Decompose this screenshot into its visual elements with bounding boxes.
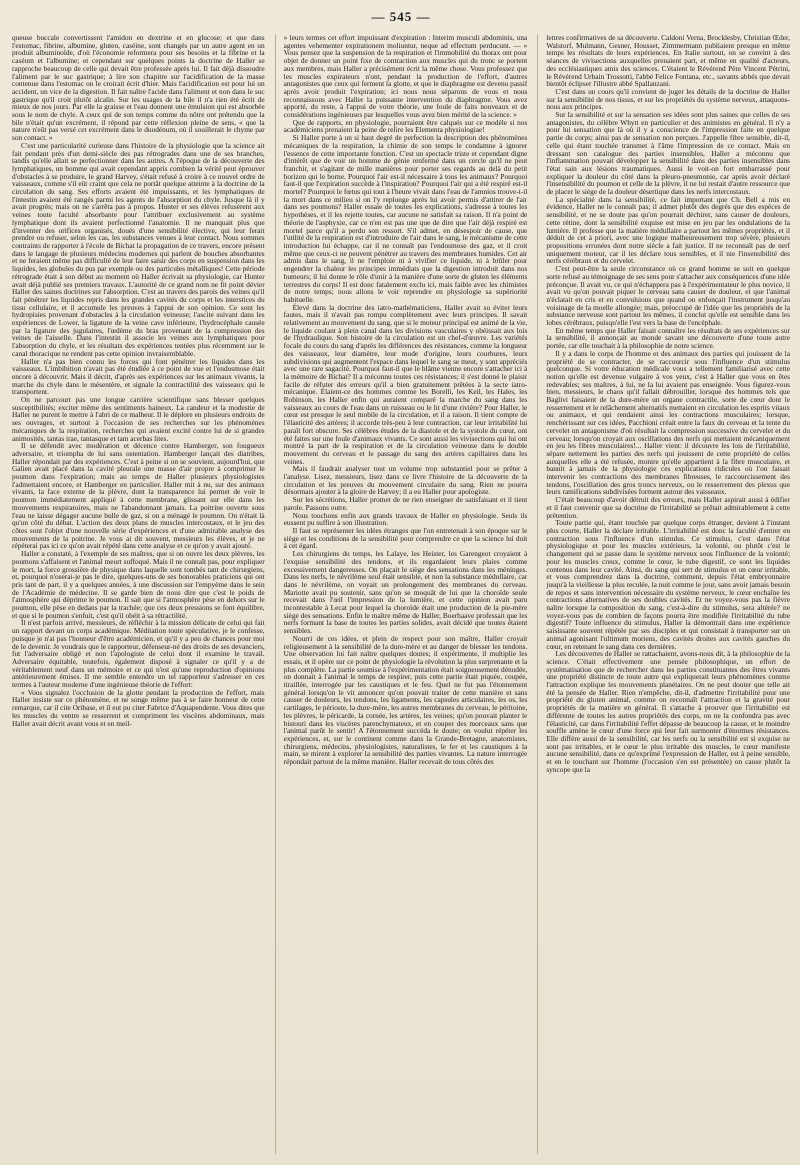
paragraph: « Vous signalez l'occlusion de la glotte pendant la production de l'effort, mais Haller insiste sur ce phénomène, et ne songe même pas à se faire honneur de cette remarque, car il cite Oribase, et il eut pu citer Fabrice d'Aquapendente. Vous dites que les muscles du ventre se resserrent et compriment les viscères abdominaux, mais Haller avait décrit avant vous et en meil- — [12, 687, 265, 728]
column-1 — [12, 34, 265, 1154]
text-columns — [12, 34, 790, 1154]
paragraph: Mais il faudrait analyser tout un volume trop substantiel pour se prêter à l'analyse. Lisez, messieurs, lisez dans ce livre l'histoire de la découverte de la circulation et les preuves du mouvement circulaire du sang. Rien ne pourra désormais ajouter à la gloire de Harvey; il a eu Haller pour apologiste. — [283, 464, 528, 497]
paragraph: lettres confirmatives de sa découverte. Caldoni Verna, Brocklesby, Christian Œder, Walstorf, Mulmann, Gesner, Housset, Zimmermann publiaient presque en même temps les résultats de leurs expériences. En Italie surtout, on se convint à des séances de vivisections auxquelles prenaient part, et même en qualité d'acteurs, des ecclésiastiques amis des sciences. C'étaient le Révérend Père Vincent Pétrini, le Révérend Urbain Trossotti, l'abbé Felice Fontana, etc., savants abbés que devait bientôt éclipser l'illustre abbé Spallanzani. — [546, 34, 790, 89]
page-number: — 545 — — [371, 9, 431, 24]
paragraph: Il y a dans le corps de l'homme et des animaux des parties qui jouissent de la propriété de se contracter, de se raccourcir sous l'influence d'un stimulus quelconque. Si votre éducation médicale vous a tellement familiarisé avec cette notion qu'elle est devenue vulgaire à vos yeux, c'est à Haller que vous en êtes redevables; ses maîtres, à lui, ne la lui avaient pas enseignée. Vous figurez-vous bien, messieurs, le chaos qu'il fallait débrouiller, lorsque des hommes tels que Baglivi faisaient de la dure-mère un organe contractile, sorte de cœur dont le resserrement et le relâchement alternatifs mettaient en circulation les esprits vitaux ou animaux, et qui rendaient ainsi les contractions musculaires; lorsque, renchérissant sur ces idées, Pacchioni créait entre la faux du cerveau et la tente du cervelet un antagonisme d'où résultait la compression successive du cervelet et du cerveau; lorsqu'on croyait aux oscillations des nerfs qui mettaient mécaniquement en jeu les fibres musculaires!... Haller vient: il découvre les lois de l'irritabilité, sépare nettement les parties des nerfs qui jouissent de cette propriété de celles auxquelles elle a été refusée, montre qu'elle appartient à la fibre musculaire, et bannit à jamais de la physiologie ces explications ridicules où l'on faisait intervenir les contractions des membranes fibreuses, le raccourcissement des tendons, l'oscillation des gros troncs nerveux, ou le resserrement des plexus que leurs ramifications subdivisées forment autour des vaisseaux. — [546, 348, 790, 497]
paragraph: Élevé dans la doctrine des iatro-mathématiciens, Haller avait su éviter leurs fautes, mais il n'avait pas rompu complètement avec leurs principes. Il savait relativement au mouvement du sang, que si le moteur principal est animé de la vie, le liquide coulant à plein canal dans les divisions vasculaires y obéissait aux lois de l'hydraulique. Son histoire de la circulation est un chef-d'œuvre. Les variétés focale du cours du sang d'après les différences des résistances, comme la longueur des vaisseaux, leur diamètre, leur mode d'origine, leurs courbures, leurs subdivisions qui augmentent l'espace dans lequel le sang se meut, y sont appréciés avec une rare sagacité. Pourquoi faut-il que le blâme vienne encore s'attacher ici à la mémoire de Bichat? Il a méconnu toutes ces résistances; il s'est donné le plaisir facile de réfuter des erreurs qu'il a bien gratuitement prêtées à la secte iatro-mécanique. Élaient-ce des hommes comme les Borelli, les Keil, les Hales, les Robinson, les Haller enfin qui auraient comparé la marche du sang dans les vaisseaux au cours de l'eau dans un ruisseau ou le lit d'une rivière? Pour Haller, le cœur est presque le seul mobile de la circulation, et il a raison. Il tient compte de l'élasticité des artères; il accorde très-peu à leur contraction, car leur irritabilité lui paraît fort obscure. Ses célèbres études de la diastole et de la systole du cœur, ont été faites sur une foule d'animaux vivants. Ce sont aussi les vivisections qui lui ont montré la part de la respiration et de la circulation veineuse dans le double mouvement du cerveau et le passage du sang des artères capillaires dans les veines. — [283, 302, 528, 466]
column-2 — [275, 34, 528, 1154]
paragraph: Que de rapports, en physiologie, pourraient être calqués sur ce modèle si nos académiciens prenaient la peine de relire les Elementa physiologiae! — [283, 117, 528, 135]
paragraph: C'est peut-être la seule circonstance où ce grand homme se soit en quelque sorte refusé au témoignage de ses sens pour s'attacher aux conséquences d'une idée préconçue. Il avait vu, ce qui n'échappera pas à l'expérimentateur le plus novice, il avait vu qu'on pouvait piquer le cerveau sans causer de douleur, et que l'animal n'éclatait en cris et en convulsions que quand on enfonçait l'instrument jusqu'au voisinage de la moelle allongée; mais, préoccupé de l'idée que les propriétés de la substance nerveuse sont partout les mêmes, il conclut qu'elle est sensible dans les lobes cérébraux, puisqu'elle l'est vers la base de l'encéphale. — [546, 264, 790, 328]
paragraph: Haller n'a pas bien connu les forces qui font pénétrer les liquides dans les vaisseaux. L'imbibition n'avait pas été étudiée à ce point de vue et l'endosmose était encore à découvrir. Mais il décrit, d'après ses expériences sur les animaux vivants, la marche du chyle dans le mésentère, et signale la contractilité des vaisseaux qui le transportent. — [12, 356, 265, 397]
paragraph: Toute partie qui, étant touchée par quelque corps étranger, devient à l'instant plus courte, Haller la déclare irritable. L'irritabilité est donc la faculté d'entrer en contraction sous l'influence d'un stimulus. Ce stimulus, c'est dans l'état physiologique et pour les muscles extérieurs, la volonté, ou plutôt c'est le changement qui se passe dans le système nerveux sous l'influence de la volonté; pour les muscles creux, comme le cœur, le tube digestif, ce sont les liquides contenus dans leur cavité. Ainsi, du sang qui sert de stimulus et un cœur irritable, et vous comprendrez dans la doctrine, comment, depuis l'état embryonnaire jusqu'à la vieillesse la plus reculée, la nuit comme le jour, sans avoir jamais besoin de repos et sans intervention nécessaire du système nerveux, le cœur enchaîne les contractions alternatives de ses doubles cavités. Et ne voyez-vous pas la fièvre naître lorsque la composition du sang, c'est-à-dire du stimulus, sera altérée? ne voyez-vous pas de combien de façons pourra être modifiée l'irritabilité du tube digestif? Toute influence du stimulus, Haller la démontrait dans une expérience saisissante souvent répétée par ses disciples et qui consistait à transporter sur un animal agonisant l'ultimum moriens, des cavités droites aux cavités gauches du cœur, en retenant le sang dans ces dernières. — [546, 518, 790, 651]
paragraph: Si Haller porte à un si haut degré de perfection la description des phénomènes mécaniques de la respiration, la chimie de son temps le condamne à ignorer l'essence de cette importante fonction. C'est un spectacle triste et cependant digne d'intérêt que de voir un homme de génie renfermé dans un cercle qu'il ne peut franchir, et s'agitant de mille manières pour porter ses regards au delà du petit horizon qui le borne. Pourquoi l'air est-il nécessaire à tous les animaux? Pourquoi faut-il que l'expiration succède à l'inspiration? Pourquoi l'air qui a été respiré est-il mortel? Pourquoi le fœtus qui tout à l'heure vivait dans l'eau de l'amnios trouve-t-il la mort dans ce milieu si on l'y replonge après lui avoir permis d'attirer de l'air dans ses poumons? Haller essaie de toutes les explications, s'adresse à toutes les hypothèses, et il les rejette toutes, car aucune ne satisfait sa raison. Il n'a point de théorie de l'asphyxie, car ce n'en est pas une que de dire que l'air déjà respiré est mortel parce qu'il a perdu son ressort. S'il admet, en désespoir de cause, que l'utilité de la respiration est d'introduire de l'air dans le sang, le mécanisme de cette introduction lui échappe, car il ne connaît pas l'endosmose des gaz, et il croit même que ceux-ci ne peuvent pénétrer au travers des membranes humides. Cet air admis dans le sang, il ne l'emploie ni à vivifier ce liquide, ni à brûler pour engendrer la chaleur les principes immédiats que la digestion introduit dans nos humeurs; il lui donne le rôle d'unir à la manière d'une sorte de gluten les éléments terrestres du corps! Il est donc fatalement exclu ici, mais faible avec les chimistes de notre temps; nous allons le voir reprendre en physiologie sa supériorité habituelle. — [283, 133, 528, 304]
paragraph: Nous touchons enfin aux grands travaux de Haller en physiologie. Seuls ils eussent pu suffire à son illustration. — [283, 510, 528, 528]
paragraph: En même temps que Haller faisait connaître les résultats de ses expériences sur la sensibilité, il annonçait au monde savant une découverte d'une toute autre portée, car elle touchait à la philosophie de notre science. — [546, 325, 790, 351]
column-3 — [537, 34, 790, 1154]
paragraph: Haller a constaté, à l'exemple de ses maîtres, que si on ouvre les deux plèvres, les poumons s'affaisent et l'animal meurt suffoqué. Mais il ne connaît pas, pour expliquer le mort, la force grossière de physique dans laquelle sont tombés tant de chirurgiens, et, pourquoi n'oserai-je pas le dire, quelques-uns de ses honorables praticiens qui ont pris tant de part, il y a quelques années, à une discussion sur l'empyème dans le sein de l'Académie de médecine. Il se garde bien de nous dire que c'est le poids de l'atmosphère qui déprime le poumon. Il sait que si l'atmosphère pèse en dehors sur le poumon, elle pèse en dedans par la trachée; que ces deux pressions se font équilibre, et que si le poumon s'enfuit, c'est qu'il obéit à sa rétractilité. — [12, 549, 265, 620]
paragraph: » leurs termes cet effort impuissant d'expiration : Interim musculi abdominis, una agentes vehementer expirationem moliuntur, neque ad effectum perducunt. — » Vous pensez que la suspension de la respiration et l'immobilité du thorax ont pour objet de donner un point fixe de contraction aux muscles qui du tronc se portent aux membres, mais Haller a précisément écrit la même chose. Vous professez que les muscles expirateurs n'ont, pendant la production de l'effort, d'autres antagonistes que ceux qui ferment la glotte, et que le diaphragme est devenu passif après avoir produit l'expiration; ici nous nous séparons de vous et nous reconnaissons avec Haller la puissante intervention du diaphragme. Vous avez apporté, du reste, à l'appui de votre théorie, une foule de faits nouveaux et de considérations ingénieuses par lesquelles vous avez bien mérité de la science. » — [283, 34, 528, 120]
paragraph: Il faut se représenter les idées étranges que l'on entretenait à son époque sur le siège et les conditions de la sensibilité pour comprendre ce que la science lui doit à cet égard. — [283, 526, 528, 551]
paragraph: C'est dans un cours qu'il convient de juger les détails de la doctrine de Haller sur la sensibilité de nos tissus, et sur les propriétés du système nerveux, attaquons-nous aux principes. — [546, 86, 790, 112]
paragraph: Il se défendit avec modération et décence contre Hamberger, son fougueux adversaire, et triompha de lui sans ostentation. Hamberger lançait des diatribes, Haller répondait par des expériences. C'est à peine si on se souvient, aujourd'hui, que Galien avait placé dans la cavité pleurale une masse d'air propre à comprimer le poumon dans l'expiration; mais au temps de Haller plusieurs physiologistes l'admettaient encore, et Hamberger en particulier. Haller mit à nu, sur des animaux vivants, la face externe de la plèvre, dont la transparence lui permet de voir le poumon immédiatement appliqué à cette membrane, glissant sur elle dans les mouvements respiratoires, mais ne l'abandonnant jamais. La poitrine ouverte sous l'eau ne laisse dégager aucune bulle de gaz, si on a ménagé le poumon. On n'était là qu'un côté du débat. L'action des deux plans de muscles intercostaux, et le jeu des côtes sont l'objet d'une nouvelle série d'expériences et d'une admirable analyse des mouvements de la poitrine. Je vous ai dit souvent, messieurs les élèves, et je ne répéterai pas ici ce qu'on avait répété dans cette analyse et ce qu'on y avait ajouté. — [12, 441, 265, 551]
paragraph: Les chirurgiens du temps, les Lalaye, les Heister, les Garengeot croyaient à l'exquise sensibilité des tendons, et ils regardaient leurs plaies comme excessivement dangereuses. On plaçait le siège des sensations dans les méninges. Dans les nerfs, le névrilème seul était sensible, et non la substance médullaire, car dans le névrilème, on voyait un prolongement des membranes du cerveau. Mariotte avait pu soutenir, sans qu'on se moquât de lui que la choroïde seule recevait dans l'œil l'impression de la lumière, et cette opinion avait paru incontestable à Lecat pour lequel la choroïde était une production de la pie-mère siège des sensations. Enfin le maître même de Haller, Boerhaave professait que les nerfs formant la base de toutes les parties solides, avait décidé que toutes étaient sensibles. — [283, 549, 528, 636]
paragraph: C'est une particularité curieuse dans l'histoire de la physiologie que la science ait fait pendant près d'un demi-siècle des pas rétrogrades dans une de ses branches, tandis qu'elle allait se perfectionner dans les autres. A l'époque de la découverte des lymphatiques, un homme qui avait cependant appris combien la vérité peut éprouver d'obstacles à se produire, le grand Harvey, s'était refusé à croire à ce nouvel ordre de vaisseaux, comme s'il eût craint que cela ne portât quelque atteinte à la doctrine de la circulation du sang. Ses efforts avaient été impuissants, et les lymphatiques de l'intestin avaient été rangés parmi les agents de l'absorption du chyle. Jusque là il y avait progrès; mais on ne s'arrêta pas à propos. Hunter et ses élèves refusèrent aux veines toute faculté absorbante pour l'attribuer exclusivement au système lymphatique dont ils avaient perfectionné l'anatomie. Il ne manquait plus que d'inventer des orifices organisés, doués d'une sensibilité élective, qui leur ferait prendre ou refuser, selon les cas, les substances venues à leur contact. Nous sommes contraints de rapporter à l'école de Bichat la propagation de ce travers, encore présent dans le langage de plusieurs médecins modernes qui parlent de bouches absorbantes et ne feraient même pas difficulté de leur faire saisir des corps en suspension dans les liquides, les globules du pus par exemple ou des particules métalliques! Cette période rétrograde était à son début au moment où Haller écrivait sa physiologie, car Hunter avait déjà publié ses premiers travaux. L'autorité de ce grand nom ne fit point dévier Haller des saines doctrines sur l'absorption. C'est au travers des parois des veines qu'il fait pénétrer les liquides repris dans les grandes cavités du corps et les interstices du tissu cellulaire, et il accumule les preuves à l'appui de son opinion. Ce sont les hydropisies provenant d'obstacles à la circulation veineuse; l'ascite suivant dans les expériences de Lower, la ligature de la veine cave inférieure, l'hydrocéphale causée par la ligature des jugulaires, l'œdème du bras provenant de la compression des veines de l'aisselle. Dans l'intestin il associe les veines aux lymphatiques pour l'absorption du chyle, et les résultats des expériences tentées plus récemment sur le canal thoracique ne rendent pas cette opinion invraisemblable. — [12, 140, 265, 358]
paragraph: queuse buccale convertissent l'amidon en dextrine et en glucose; et que dans l'estomac, fibrine, albumine, gluten, caséine, sont changés par un autre agent en un produit albuminoïde, d'où l'économie reformera pour ses besoins et la fibrine et la caséum et l'albumine; et cependant sur quelques points la doctrine de Haller se rapproche beaucoup de celle qui devait être professée après lui. Il fait déjà dissoudre l'aliment par le suc gastrique; à lire son chapitre sur l'acidification de la masse contenue dans l'estomac on le croirait écrit d'hier. Mais l'acidification est pour lui un accident, un vice de la digestion. Il fait naître l'acide dans l'aliment et non dans le suc gastrique qu'il croit plutôt alcalin. Sur les usages de la bile il n'a rien été écrit de mieux de nos jours. Par elle la graisse et l'eau donnent une émulsion qui est absorbée sous le nom de chyle. A ceux qui de son temps comme du nôtre ont prétendu que la bile n'était qu'un excrément, il répond par cette réflexion pleine de sens, « que la nature n'eût pas versé cet excrément dans le duodénum, où il souillerait le chyme par son contact. » — [12, 34, 265, 143]
paragraph: On ne parcourt pas une longue carrière scientifique sans blesser quelques susceptibilités; exciter même des sentiments haineux. La candeur et la modestie de Haller ne purent le mettre à l'abri de ce malheur. Il le déplore en plusieurs endroits de ses ouvrages, et surtout à l'occasion de ses recherches sur les phénomènes mécaniques de la respiration, recherches qui avaient excité contre lui de si grandes animosités, tantas irae, tantasque et tam acerbas lites. — [12, 395, 265, 443]
paragraph: Nourri de ces idées, et plein de respect pour son maître, Haller croyait religieusement à la sensibilité de la dure-mère et au danger de blesser les tendons. Une observation lui fait naître quelques doutes; il expérimente, il multiplie les essais, et il opère sur ce point de physiologie la révolution la plus surprenante et la plus complète. La partie soumise à l'expérimentation était soigneusement dénudée, on donnait à l'animal le temps de respirer, puis cette partie était piquée, coupée, tiraillée, interrogée par les caustiques et le feu. Quel ne fut pas l'étonnement général lorsqu'on le vit annoncer qu'on pouvait traiter de cette manière et sans causer de douleurs, les tendons, les ligaments, les capsules articulaires, les os, les cartilages, le périoste, la dure-mère, les autres membranes du cerveau, le péritoine, les plèvres, le péricarde, la cornée, les artères, les veines; qu'on pouvait planter le bistouri dans les viscères parenchymateux, et en couper des morceaux sans que l'animal parût le sentir! A l'étonnement succéda le doute; on voulut répéter les expériences, et, sur le continent comme dans la Grande-Bretagne, anatomistes, chirurgiens, médecins, physiologistes, naturalistes, le fer et les caustiques à la main, se mirent à explorer la sensibilité des parties vivantes. La nature interrogée répondait partout de la même manière. Haller recevait de tous côtés des — [283, 633, 528, 767]
paragraph: Il n'est parfois arrivé, messieurs, de réfléchir à la mission délicate de celui qui fait un rapport devant un corps académique. Méditation toute spéculative, je le confesse, puisque je n'ai pas l'honneur d'être académicien, et qu'il y a peu de chances pour moi de le devenir. Je voudrais que le rapporteur, défenseur-né des droits de ses devanciers, fut l'adversaire obligé et non l'apologiste de celui dont il examine le travail. Adversaire équitable, toutefois, également disposé à signaler ce qu'il y a de véritablement neuf dans un mémoire et ce qui n'est qu'une reproduction d'opinions antérieurement émises. Il me semble entendre un tel rapporteur s'adresser en ces termes à l'auteur moderne d'une ingénieuse théorie de l'effort: — [12, 618, 265, 690]
paragraph: C'était beaucoup d'avoir détruit des erreurs, mais Haller aspirait aussi à édifier et il faut convenir que sa doctrine de l'irritabilité se prêtait admirablement à cette prétention. — [546, 495, 790, 520]
paragraph: Les découvertes de Haller se rattachaient, avons-nous dit, à la philosophie de la science. C'était effectivement une pensée philosophique, un effort de systématisation que de rechercher dans les parties constituantes des êtres vivants une propriété distincte de toute autre qui expliquerait leurs phénomènes comme l'attraction explique les mouvements planétaires. On ne peut douter que telle ait été la pensée de Haller. Rien n'empêche, dit-il, d'admettre l'irritabilité pour une propriété du gluten animal, comme on reconnaît l'attraction et la gravité pour propriétés de la matière en général. Il s'attache à prouver que l'irritabilité est différente de toutes les autres propriétés des corps, on ne la confondra pas avec l'élasticité, car dans l'irritabilité l'effet dépasse de beaucoup la cause, et le moindre souffle amène le cœur d'une force qui leur fait surmonter d'énormes résistances. Elle diffère aussi de la sensibilité, car les nerfs ou la sensibilité est si exquise ne sont pas irritables, et le cœur le plus irritable des muscles, le cœur manifeste aucune sensibilité, dans ce qu'exprimé l'expression de Haller, est à peine sensible, et en le touchant sur l'homme (l'occasion s'en est présentée) on cause plutôt la syncope que la — [546, 649, 790, 774]
paragraph: Sur la sensibilité et sur la sensation ses idées sont plus saines que celles de ses antagonistes, du célèbre Whytt en particulier et des animistes en général. Il n'y a pour lui sensation que là où il y a conscience de l'impression faite en quelque partie du corps; ainsi pas de sensation non perçues. J'appelle fibre sensible, dit-il, celle qui étant touchée transmet à l'âme l'impression de ce contact. Mais en dressant son catalogue des parties insensibles, Haller a méconnu que l'inflammation pouvait développer la sensibilité dans des parties insensibles dans l'état sain aux lésions traumatiques. Aussi le voit-on fort embarrassé pour expliquer la douleur du côté dans la pleuro-pneumonie, car après avoir déclaré l'insensibilité du poumon et celle de la plèvre, il ne lui restait d'autre ressource que de placer le siège de la douleur désertique dans les nerfs intercostaux. — [546, 110, 790, 197]
paragraph: La spécialité dans la sensibilité, ce fait important que Ch. Bell a mis en évidence, Haller ne le connaît pas; il admet plutôt des degrés que des espèces de sensibilité, et ne se doute pas qu'on pourrait déchirer, sans causer de douleurs, cette rétine, dont la sensibilité exquise est mise en jeu par les ondulations de la lumière. Il professe que la matière médullaire a partout les mêmes propriétés, et il déduit de cet à priori, avec une logique malheureusement trop sévère, plusieurs propositions erronées dont notre siècle a fait justice. Il ne reconnaît pas de nerf uniquement moteur, car il les déclare tous sensibles, et il nie l'insensibilité des nerfs cérébraux et du cervelet. — [546, 194, 790, 266]
paragraph: Sur les sécrétions, Haller promet de ne rien enseigner de satisfaisant et il tient parole. Passons outre. — [283, 495, 528, 512]
